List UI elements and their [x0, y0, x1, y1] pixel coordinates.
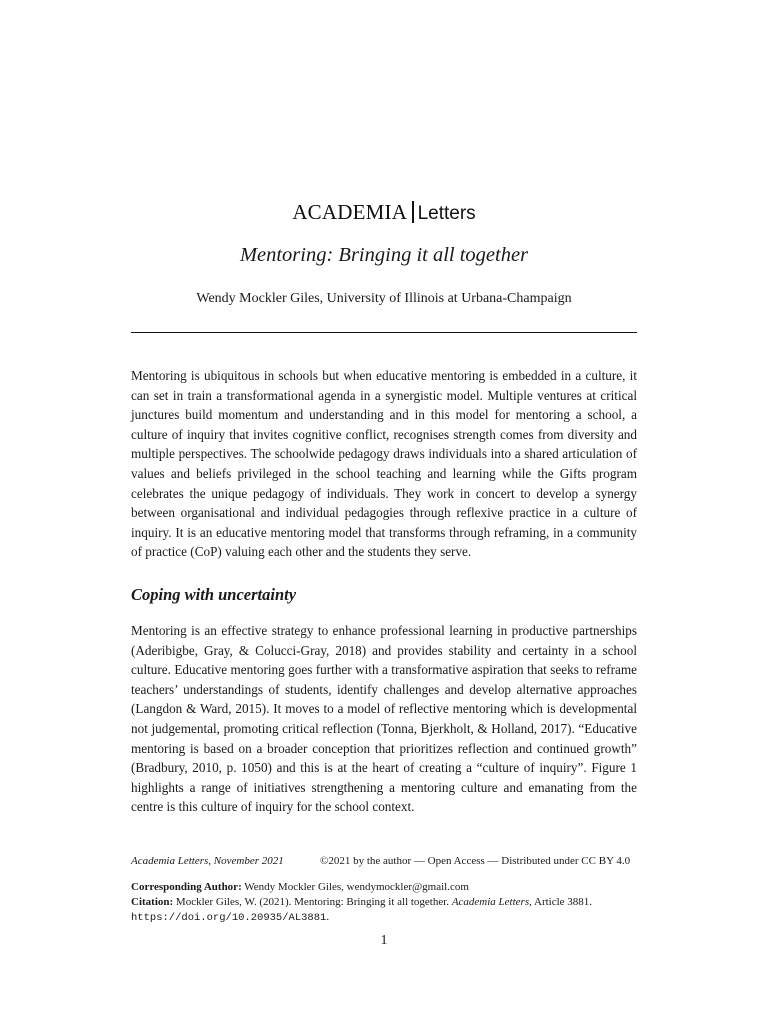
citation-journal: Academia Letters — [451, 896, 530, 908]
citation — [131, 895, 637, 910]
doi-link[interactable]: https://doi.org/10.20935/AL3881 — [131, 912, 327, 924]
citation-text: Mockler Giles, W. (2021). Mentoring: Bringing it all together. — [175, 896, 450, 908]
corresponding-author — [131, 880, 637, 895]
body-paragraph: Mentoring is an effective strategy to enhance professional learning in productive partnerships (Aderibigbe, Gray, & Colucci-Gray, 2018) and provides stability and certainty in a school culture. Educative mentoring goes further with a transformative aspiration that seeks to reframe teachers’ understandings of students, identify challenges and develop alternative approaches (Langdon & Ward, 2015). It moves to a model of reflective mentoring which is developmental not judgemental, promoting critical reflection (Tonna, Bjerkholt, & Holland, 2017). “Educative mentoring is based on a broader conception that prioritizes reflection and continued growth” (Bradbury, 2010, p. 1050) and this is at the heart of creating a “culture of inquiry”. Figure 1 highlights a range of initiatives strengthening a mentoring culture and emanating from the centre is this culture of inquiry for the school context. — [131, 623, 637, 815]
doi-line — [131, 910, 637, 926]
author-line: Wendy Mockler Giles, University of Illinois at Urbana-Champaign — [196, 291, 572, 306]
page-number: 1 — [380, 933, 388, 948]
doi-suffix: . — [326, 911, 330, 923]
corresponding-label: Corresponding Author: — [131, 881, 242, 893]
paper-title: Mentoring: Bringing it all together — [239, 244, 529, 266]
journal-brand — [0, 198, 768, 228]
citation-label: Citation: — [131, 896, 174, 908]
journal-date: Academia Letters, November 2021 — [131, 855, 284, 867]
section-heading: Coping with uncertainty — [131, 585, 297, 604]
brand-divider — [412, 201, 414, 223]
brand-name: ACADEMIA — [292, 200, 408, 224]
corresponding-value: Wendy Mockler Giles, wendymockler@gmail.com — [244, 881, 469, 893]
citation-article: , Article 3881. — [529, 896, 593, 908]
license-text: ©2021 by the author — Open Access — Distributed under CC BY 4.0 — [320, 855, 631, 867]
brand-sub: Letters — [417, 203, 476, 224]
abstract-paragraph: Mentoring is ubiquitous in schools but when educative mentoring is embedded in a culture, it can set in train a transformational agenda in a synergistic model. Multiple ventures at critical junctures build momentum and understanding and in this model for mentoring a school, a culture of inquiry that invites cognitive conflict, recognises strength comes from diversity and multiple perspectives. The schoolwide pedagogy draws individuals into a shared articulation of values and beliefs privileged in the school teaching and learning while the Gifts program celebrates the unique pedagogy of individuals. They work in concert to develop a synergy between organisational and individual pedagogies through reflexive practice in a culture of inquiry. It is an educative mentoring model that transforms through reframing, in a community of practice (CoP) valuing each other and the students they serve. — [131, 368, 637, 560]
header-divider — [131, 332, 637, 333]
